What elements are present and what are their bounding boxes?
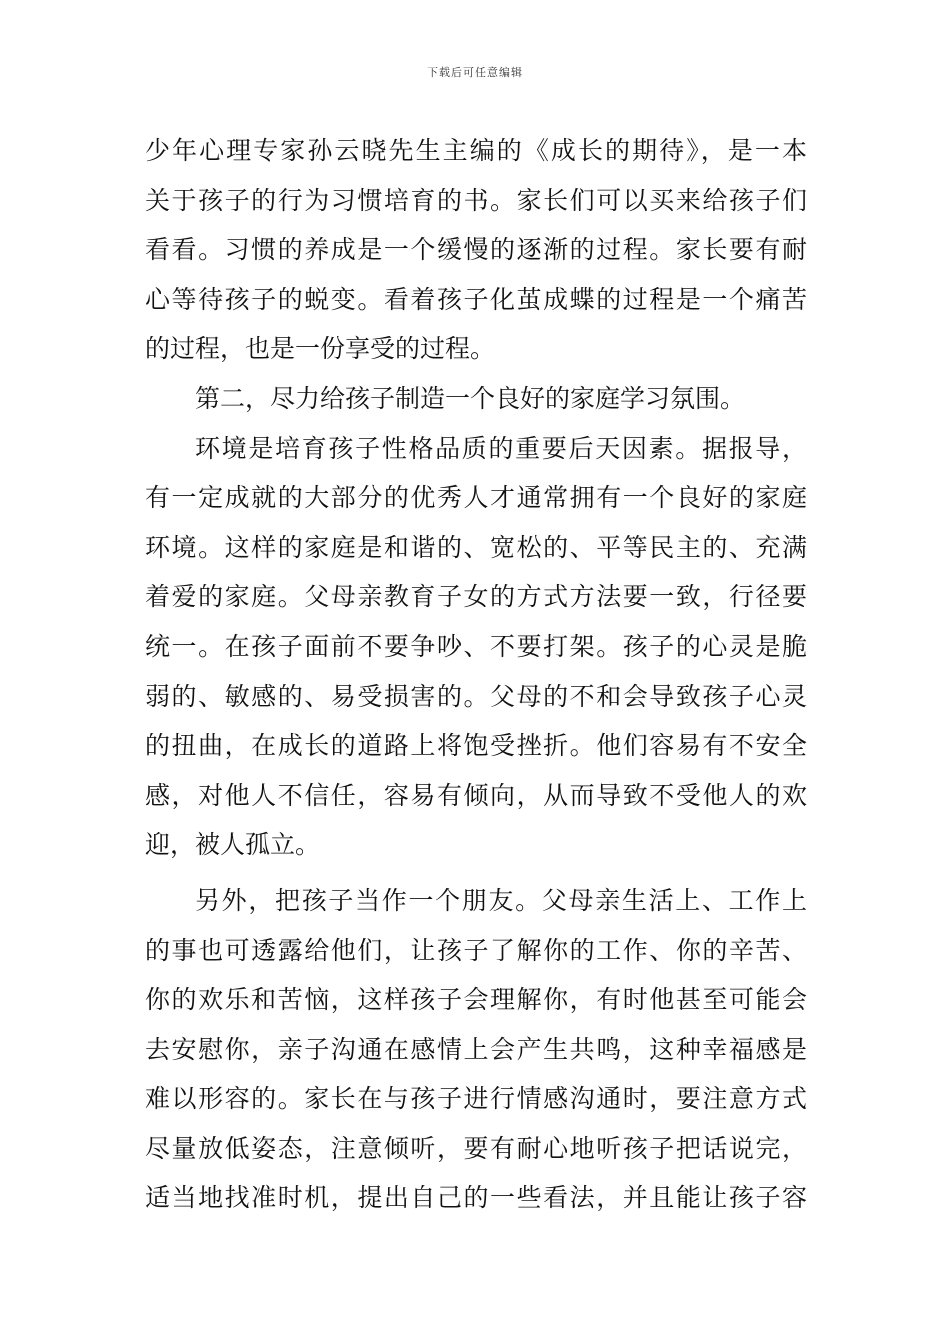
text-line: 少年心理专家孙云晓先生主编的《成长的期待》，是一本 bbox=[145, 136, 807, 165]
text-line: 的扭曲，在成长的道路上将饱受挫折。他们容易有不安全 bbox=[145, 731, 807, 761]
paragraph bbox=[145, 374, 807, 424]
text-line: 统一。在孩子面前不要争吵、不要打架。孩子的心灵是脆 bbox=[145, 631, 807, 661]
text-line: 环境是培育孩子性格品质的重要后天因素。据报导， bbox=[195, 433, 807, 463]
text-line: 尽量放低姿态，注意倾听，要有耐心地听孩子把话说完， bbox=[145, 1133, 807, 1163]
paragraph bbox=[145, 876, 807, 1223]
text-line: 看看。习惯的养成是一个缓慢的逐渐的过程。家长要有耐 bbox=[145, 235, 807, 265]
text-line: 弱的、敏感的、易受损害的。父母的不和会导致孩子心灵 bbox=[145, 681, 807, 711]
text-line: 迎，被人孤立。 bbox=[145, 830, 321, 860]
text-line: 环境。这样的家庭是和谐的、宽松的、平等民主的、充满 bbox=[145, 532, 807, 562]
text-line: 感，对他人不信任，容易有倾向，从而导致不受他人的欢 bbox=[145, 780, 807, 810]
paragraph bbox=[145, 126, 807, 374]
text-line: 心等待孩子的蜕变。看着孩子化茧成蝶的过程是一个痛苦 bbox=[145, 284, 807, 314]
section-heading-line: 第二，尽力给孩子制造一个良好的家庭学习氛围。 bbox=[195, 383, 746, 413]
paragraph bbox=[145, 424, 807, 870]
page-header-note: 下载后可任意编辑 bbox=[427, 66, 523, 79]
text-line: 关于孩子的行为习惯培育的书。家长们可以买来给孩子们 bbox=[145, 185, 807, 215]
text-line: 的事也可透露给他们，让孩子了解你的工作、你的辛苦、 bbox=[145, 935, 807, 965]
text-line: 的过程，也是一份享受的过程。 bbox=[145, 334, 496, 364]
text-line: 你的欢乐和苦恼，这样孩子会理解你，有时他甚至可能会 bbox=[145, 985, 807, 1015]
text-line: 有一定成就的大部分的优秀人才通常拥有一个良好的家庭 bbox=[145, 483, 807, 513]
document-body bbox=[145, 126, 807, 1223]
text-line: 难以形容的。家长在与孩子进行情感沟通时，要注意方式 bbox=[145, 1084, 807, 1114]
text-line: 适当地找准时机，提出自己的一些看法，并且能让孩子容 bbox=[145, 1183, 807, 1213]
text-line: 着爱的家庭。父母亲教育子女的方式方法要一致，行径要 bbox=[145, 582, 807, 612]
text-line: 另外，把孩子当作一个朋友。父母亲生活上、工作上 bbox=[195, 885, 807, 915]
text-line: 去安慰你，亲子沟通在感情上会产生共鸣，这种幸福感是 bbox=[145, 1034, 807, 1064]
